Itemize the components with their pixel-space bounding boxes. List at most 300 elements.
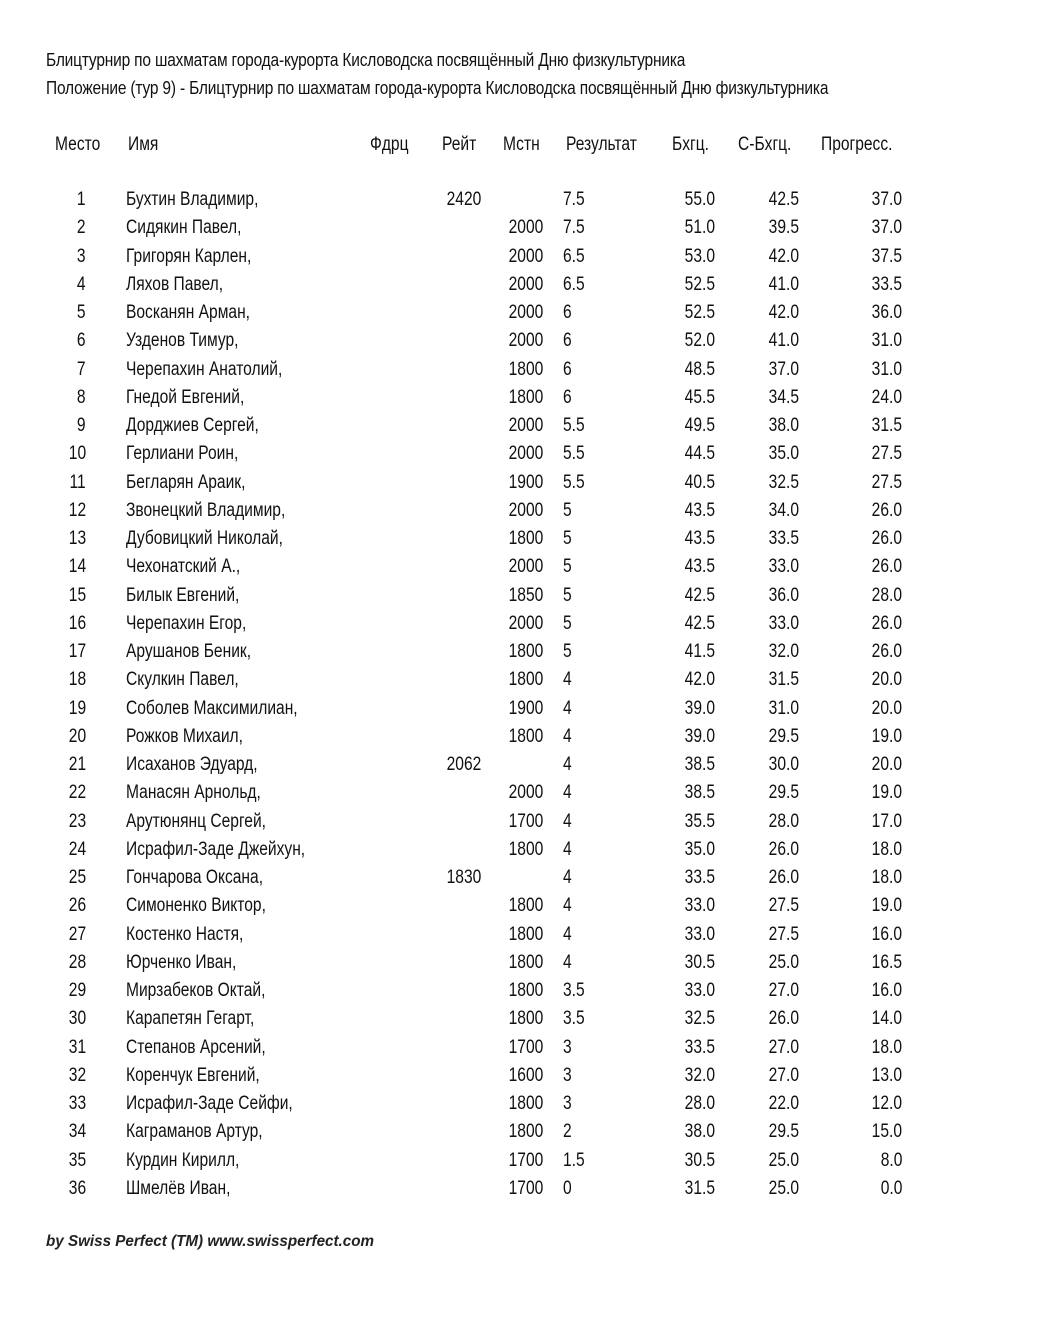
player-name-cell: Соболев Максимилиан, — [126, 697, 298, 719]
progress-cell: 18.0 — [871, 838, 902, 860]
fide-rating-cell: 1830 — [446, 867, 481, 888]
progress-cell: 27.5 — [871, 443, 902, 465]
table-row — [0, 585, 1046, 613]
buchholz-cell: 31.5 — [684, 1177, 715, 1199]
buchholz-cell: 41.5 — [684, 641, 715, 662]
progress-cell: 28.0 — [871, 584, 902, 606]
player-name-cell: Звонецкий Владимир, — [126, 499, 286, 521]
player-name-cell: Мирзабеков Октай, — [126, 980, 266, 1001]
buchholz-cell: 42.5 — [684, 612, 715, 634]
sbuchholz-cell: 36.0 — [768, 584, 799, 606]
local-rating-cell: 1800 — [508, 641, 543, 662]
place-cell: 14 — [68, 556, 86, 578]
sbuchholz-cell: 26.0 — [768, 838, 799, 860]
player-name-cell: Билык Евгений, — [126, 584, 240, 606]
player-name-cell: Черепахин Анатолий, — [126, 358, 283, 380]
sbuchholz-cell: 39.5 — [768, 217, 799, 239]
player-name-cell: Исаханов Эдуард, — [126, 754, 258, 775]
buchholz-cell: 33.0 — [684, 980, 715, 1001]
header-sbuchholz: С-Бхгц. — [738, 134, 792, 155]
result-cell: 5 — [563, 641, 572, 662]
table-row — [0, 1178, 1046, 1206]
table-row — [0, 867, 1046, 895]
result-cell: 4 — [563, 669, 572, 691]
buchholz-cell: 42.5 — [684, 584, 715, 606]
result-cell: 3 — [563, 1064, 572, 1086]
local-rating-cell: 2000 — [508, 782, 543, 804]
result-cell: 4 — [563, 697, 572, 719]
table-row — [0, 669, 1046, 697]
place-cell: 35 — [68, 1149, 86, 1171]
progress-cell: 31.0 — [871, 330, 902, 352]
sbuchholz-cell: 31.5 — [768, 669, 799, 691]
local-rating-cell: 1800 — [508, 725, 543, 747]
progress-cell: 26.0 — [871, 641, 902, 662]
local-rating-cell: 1800 — [508, 1008, 543, 1030]
sbuchholz-cell: 32.0 — [768, 641, 799, 662]
player-name-cell: Узденов Тимур, — [126, 330, 239, 352]
place-cell: 21 — [68, 754, 86, 775]
progress-cell: 36.0 — [871, 302, 902, 323]
place-cell: 5 — [77, 302, 86, 323]
table-row — [0, 443, 1046, 471]
local-rating-cell: 1900 — [508, 697, 543, 719]
table-row — [0, 1150, 1046, 1178]
buchholz-cell: 32.5 — [684, 1008, 715, 1030]
local-rating-cell: 2000 — [508, 499, 543, 521]
table-row — [0, 387, 1046, 415]
table-row — [0, 472, 1046, 500]
sbuchholz-cell: 32.5 — [768, 471, 799, 493]
result-cell: 5.5 — [563, 471, 585, 493]
place-cell: 19 — [68, 697, 86, 719]
place-cell: 26 — [68, 895, 86, 917]
player-name-cell: Курдин Кирилл, — [126, 1149, 240, 1171]
local-rating-cell: 1800 — [508, 528, 543, 549]
table-row — [0, 528, 1046, 556]
player-name-cell: Арушанов Беник, — [126, 641, 252, 662]
place-cell: 15 — [68, 584, 86, 606]
player-name-cell: Григорян Карлен, — [126, 245, 252, 267]
result-cell: 3 — [563, 1036, 572, 1058]
sbuchholz-cell: 34.5 — [768, 386, 799, 408]
result-cell: 4 — [563, 951, 572, 973]
fide-rating-cell: 2062 — [446, 754, 481, 775]
result-cell: 4 — [563, 754, 572, 775]
fide-rating-cell: 2420 — [446, 189, 481, 210]
footer-credit: by Swiss Perfect (TM) www.swissperfect.com — [46, 1233, 375, 1250]
place-cell: 25 — [68, 867, 86, 888]
result-cell: 6.5 — [563, 245, 585, 267]
local-rating-cell: 1900 — [508, 471, 543, 493]
progress-cell: 20.0 — [871, 754, 902, 775]
buchholz-cell: 43.5 — [684, 528, 715, 549]
buchholz-cell: 30.5 — [684, 951, 715, 973]
player-name-cell: Исрафил-Заде Джейхун, — [126, 838, 306, 860]
progress-cell: 24.0 — [871, 386, 902, 408]
place-cell: 17 — [68, 641, 86, 662]
place-cell: 12 — [68, 499, 86, 521]
progress-cell: 26.0 — [871, 612, 902, 634]
table-row — [0, 754, 1046, 782]
progress-cell: 17.0 — [871, 810, 902, 832]
header-progress: Прогресс. — [821, 134, 893, 155]
header-local: Мстн — [503, 134, 540, 155]
result-cell: 4 — [563, 923, 572, 945]
place-cell: 20 — [68, 725, 86, 747]
sbuchholz-cell: 25.0 — [768, 951, 799, 973]
table-row — [0, 811, 1046, 839]
place-cell: 24 — [68, 838, 86, 860]
result-cell: 3.5 — [563, 980, 585, 1001]
buchholz-cell: 52.5 — [684, 302, 715, 323]
sbuchholz-cell: 35.0 — [768, 443, 799, 465]
result-cell: 4 — [563, 867, 572, 888]
local-rating-cell: 2000 — [508, 556, 543, 578]
header-place: Место — [55, 134, 101, 155]
sbuchholz-cell: 25.0 — [768, 1177, 799, 1199]
place-cell: 10 — [68, 443, 86, 465]
place-cell: 11 — [69, 471, 86, 493]
buchholz-cell: 35.5 — [684, 810, 715, 832]
buchholz-cell: 43.5 — [684, 499, 715, 521]
local-rating-cell: 2000 — [508, 612, 543, 634]
place-cell: 31 — [68, 1036, 86, 1058]
place-cell: 36 — [68, 1177, 86, 1199]
buchholz-cell: 32.0 — [684, 1064, 715, 1086]
result-cell: 6 — [563, 386, 572, 408]
standings-subtitle: Положение (тур 9) - Блицтурнир по шахматам города-курорта Кисловодска посвящённый Дню физкультурника — [46, 78, 829, 98]
table-row — [0, 1093, 1046, 1121]
sbuchholz-cell: 31.0 — [768, 697, 799, 719]
document-title: Блицтурнир по шахматам города-курорта Кисловодска посвящённый Дню физкультурника — [46, 50, 686, 70]
buchholz-cell: 38.5 — [684, 782, 715, 804]
sbuchholz-cell: 22.0 — [768, 1093, 799, 1114]
player-name-cell: Гнедой Евгений, — [126, 386, 245, 408]
buchholz-cell: 53.0 — [684, 245, 715, 267]
progress-cell: 19.0 — [871, 782, 902, 804]
local-rating-cell: 2000 — [508, 415, 543, 436]
result-cell: 5.5 — [563, 415, 585, 436]
buchholz-cell: 45.5 — [684, 386, 715, 408]
local-rating-cell: 1800 — [508, 951, 543, 973]
local-rating-cell: 1700 — [508, 810, 543, 832]
buchholz-cell: 33.0 — [684, 923, 715, 945]
sbuchholz-cell: 26.0 — [768, 1008, 799, 1030]
place-cell: 22 — [68, 782, 86, 804]
local-rating-cell: 1850 — [508, 584, 543, 606]
sbuchholz-cell: 42.5 — [768, 189, 799, 210]
header-rating: Рейт — [442, 134, 477, 155]
table-row — [0, 952, 1046, 980]
place-cell: 33 — [68, 1093, 86, 1114]
buchholz-cell: 39.0 — [684, 697, 715, 719]
result-cell: 4 — [563, 895, 572, 917]
buchholz-cell: 49.5 — [684, 415, 715, 436]
progress-cell: 26.0 — [871, 556, 902, 578]
table-row — [0, 1065, 1046, 1093]
result-cell: 3 — [563, 1093, 572, 1114]
place-cell: 3 — [77, 245, 86, 267]
buchholz-cell: 33.5 — [684, 1036, 715, 1058]
buchholz-cell: 40.5 — [684, 471, 715, 493]
player-name-cell: Скулкин Павел, — [126, 669, 239, 691]
progress-cell: 19.0 — [871, 725, 902, 747]
progress-cell: 20.0 — [871, 697, 902, 719]
player-name-cell: Арутюнянц Сергей, — [126, 810, 267, 832]
table-row — [0, 1008, 1046, 1036]
table-row — [0, 217, 1046, 245]
sbuchholz-cell: 29.5 — [768, 725, 799, 747]
sbuchholz-cell: 41.0 — [768, 273, 799, 295]
result-cell: 5 — [563, 528, 572, 549]
table-row — [0, 302, 1046, 330]
buchholz-cell: 39.0 — [684, 725, 715, 747]
table-row — [0, 726, 1046, 754]
player-name-cell: Чехонатский А., — [126, 556, 241, 578]
progress-cell: 20.0 — [871, 669, 902, 691]
result-cell: 5 — [563, 499, 572, 521]
header-fide: Фдрц — [370, 134, 409, 155]
sbuchholz-cell: 42.0 — [768, 245, 799, 267]
progress-cell: 26.0 — [871, 499, 902, 521]
table-row — [0, 895, 1046, 923]
progress-cell: 13.0 — [871, 1064, 902, 1086]
table-row — [0, 500, 1046, 528]
header-name: Имя — [128, 134, 159, 155]
place-cell: 23 — [68, 810, 86, 832]
sbuchholz-cell: 29.5 — [768, 1121, 799, 1143]
table-row — [0, 359, 1046, 387]
result-cell: 1.5 — [563, 1149, 585, 1171]
buchholz-cell: 33.5 — [684, 867, 715, 888]
local-rating-cell: 2000 — [508, 443, 543, 465]
place-cell: 30 — [68, 1008, 86, 1030]
local-rating-cell: 1800 — [508, 838, 543, 860]
result-cell: 0 — [563, 1177, 572, 1199]
sbuchholz-cell: 41.0 — [768, 330, 799, 352]
local-rating-cell: 2000 — [508, 273, 543, 295]
progress-cell: 33.5 — [871, 273, 902, 295]
buchholz-cell: 33.0 — [684, 895, 715, 917]
sbuchholz-cell: 33.0 — [768, 612, 799, 634]
place-cell: 7 — [77, 358, 86, 380]
place-cell: 6 — [77, 330, 86, 352]
local-rating-cell: 2000 — [508, 245, 543, 267]
player-name-cell: Карапетян Гегарт, — [126, 1008, 255, 1030]
local-rating-cell: 1800 — [508, 358, 543, 380]
table-row — [0, 246, 1046, 274]
local-rating-cell: 2000 — [508, 330, 543, 352]
result-cell: 6.5 — [563, 273, 585, 295]
progress-cell: 12.0 — [871, 1093, 902, 1114]
player-name-cell: Юрченко Иван, — [126, 951, 237, 973]
result-cell: 4 — [563, 725, 572, 747]
local-rating-cell: 1800 — [508, 980, 543, 1001]
player-name-cell: Исрафил-Заде Сейфи, — [126, 1093, 293, 1114]
table-row — [0, 924, 1046, 952]
result-cell: 2 — [563, 1121, 572, 1143]
local-rating-cell: 2000 — [508, 217, 543, 239]
sbuchholz-cell: 27.0 — [768, 980, 799, 1001]
progress-cell: 15.0 — [871, 1121, 902, 1143]
result-cell: 7.5 — [563, 189, 585, 210]
result-cell: 5 — [563, 612, 572, 634]
player-name-cell: Шмелёв Иван, — [126, 1177, 231, 1199]
buchholz-cell: 28.0 — [684, 1093, 715, 1114]
buchholz-cell: 48.5 — [684, 358, 715, 380]
sbuchholz-cell: 28.0 — [768, 810, 799, 832]
buchholz-cell: 51.0 — [684, 217, 715, 239]
player-name-cell: Манасян Арнольд, — [126, 782, 261, 804]
table-row — [0, 415, 1046, 443]
progress-cell: 0.0 — [880, 1177, 902, 1199]
sbuchholz-cell: 29.5 — [768, 782, 799, 804]
place-cell: 1 — [77, 189, 86, 210]
table-row — [0, 330, 1046, 358]
buchholz-cell: 44.5 — [684, 443, 715, 465]
place-cell: 13 — [68, 528, 86, 549]
place-cell: 16 — [68, 612, 86, 634]
place-cell: 4 — [77, 273, 86, 295]
table-row — [0, 839, 1046, 867]
buchholz-cell: 43.5 — [684, 556, 715, 578]
player-name-cell: Бухтин Владимир, — [126, 189, 259, 210]
player-name-cell: Гончарова Оксана, — [126, 867, 264, 888]
buchholz-cell: 35.0 — [684, 838, 715, 860]
player-name-cell: Рожков Михаил, — [126, 725, 243, 747]
local-rating-cell: 1800 — [508, 923, 543, 945]
sbuchholz-cell: 27.0 — [768, 1036, 799, 1058]
progress-cell: 31.0 — [871, 358, 902, 380]
buchholz-cell: 52.5 — [684, 273, 715, 295]
player-name-cell: Степанов Арсений, — [126, 1036, 266, 1058]
local-rating-cell: 1800 — [508, 1093, 543, 1114]
table-row — [0, 556, 1046, 584]
local-rating-cell: 2000 — [508, 302, 543, 323]
sbuchholz-cell: 33.5 — [768, 528, 799, 549]
result-cell: 5.5 — [563, 443, 585, 465]
local-rating-cell: 1800 — [508, 669, 543, 691]
place-cell: 28 — [68, 951, 86, 973]
table-row — [0, 1037, 1046, 1065]
result-cell: 4 — [563, 810, 572, 832]
result-cell: 4 — [563, 782, 572, 804]
place-cell: 27 — [68, 923, 86, 945]
sbuchholz-cell: 26.0 — [768, 867, 799, 888]
progress-cell: 37.0 — [871, 189, 902, 210]
player-name-cell: Симоненко Виктор, — [126, 895, 266, 917]
table-row — [0, 782, 1046, 810]
local-rating-cell: 1800 — [508, 895, 543, 917]
result-cell: 6 — [563, 302, 572, 323]
table-row — [0, 1121, 1046, 1149]
progress-cell: 16.0 — [871, 980, 902, 1001]
player-name-cell: Бегларян Араик, — [126, 471, 246, 493]
result-cell: 6 — [563, 358, 572, 380]
place-cell: 2 — [77, 217, 86, 239]
place-cell: 34 — [68, 1121, 86, 1143]
place-cell: 29 — [68, 980, 86, 1001]
sbuchholz-cell: 27.5 — [768, 923, 799, 945]
progress-cell: 19.0 — [871, 895, 902, 917]
buchholz-cell: 52.0 — [684, 330, 715, 352]
place-cell: 18 — [68, 669, 86, 691]
progress-cell: 18.0 — [871, 867, 902, 888]
progress-cell: 18.0 — [871, 1036, 902, 1058]
player-name-cell: Сидякин Павел, — [126, 217, 242, 239]
header-buchholz: Бхгц. — [672, 134, 709, 155]
sbuchholz-cell: 34.0 — [768, 499, 799, 521]
table-row — [0, 980, 1046, 1008]
result-cell: 3.5 — [563, 1008, 585, 1030]
progress-cell: 27.5 — [871, 471, 902, 493]
buchholz-cell: 38.5 — [684, 754, 715, 775]
player-name-cell: Костенко Настя, — [126, 923, 244, 945]
table-row — [0, 274, 1046, 302]
player-name-cell: Черепахин Егор, — [126, 612, 247, 634]
result-cell: 5 — [563, 556, 572, 578]
player-name-cell: Восканян Арман, — [126, 302, 251, 323]
progress-cell: 16.0 — [871, 923, 902, 945]
local-rating-cell: 1600 — [508, 1064, 543, 1086]
sbuchholz-cell: 25.0 — [768, 1149, 799, 1171]
local-rating-cell: 1800 — [508, 386, 543, 408]
local-rating-cell: 1700 — [508, 1177, 543, 1199]
table-row — [0, 613, 1046, 641]
local-rating-cell: 1700 — [508, 1036, 543, 1058]
player-name-cell: Дубовицкий Николай, — [126, 528, 283, 549]
progress-cell: 26.0 — [871, 528, 902, 549]
place-cell: 8 — [77, 386, 86, 408]
progress-cell: 31.5 — [871, 415, 902, 436]
result-cell: 4 — [563, 838, 572, 860]
local-rating-cell: 1800 — [508, 1121, 543, 1143]
sbuchholz-cell: 30.0 — [768, 754, 799, 775]
buchholz-cell: 38.0 — [684, 1121, 715, 1143]
table-row — [0, 698, 1046, 726]
place-cell: 32 — [68, 1064, 86, 1086]
player-name-cell: Каграманов Артур, — [126, 1121, 263, 1143]
sbuchholz-cell: 37.0 — [768, 358, 799, 380]
buchholz-cell: 30.5 — [684, 1149, 715, 1171]
buchholz-cell: 55.0 — [684, 189, 715, 210]
progress-cell: 14.0 — [871, 1008, 902, 1030]
table-row — [0, 641, 1046, 669]
result-cell: 6 — [563, 330, 572, 352]
table-row — [0, 189, 1046, 217]
sbuchholz-cell: 33.0 — [768, 556, 799, 578]
progress-cell: 16.5 — [871, 951, 902, 973]
progress-cell: 37.5 — [871, 245, 902, 267]
result-cell: 5 — [563, 584, 572, 606]
player-name-cell: Дорджиев Сергей, — [126, 415, 259, 436]
sbuchholz-cell: 42.0 — [768, 302, 799, 323]
local-rating-cell: 1700 — [508, 1149, 543, 1171]
player-name-cell: Ляхов Павел, — [126, 273, 224, 295]
header-result: Результат — [566, 134, 637, 155]
sbuchholz-cell: 27.0 — [768, 1064, 799, 1086]
place-cell: 9 — [77, 415, 86, 436]
result-cell: 7.5 — [563, 217, 585, 239]
progress-cell: 8.0 — [880, 1149, 902, 1171]
progress-cell: 37.0 — [871, 217, 902, 239]
sbuchholz-cell: 27.5 — [768, 895, 799, 917]
buchholz-cell: 42.0 — [684, 669, 715, 691]
sbuchholz-cell: 38.0 — [768, 415, 799, 436]
player-name-cell: Коренчук Евгений, — [126, 1064, 260, 1086]
player-name-cell: Герлиани Роин, — [126, 443, 239, 465]
